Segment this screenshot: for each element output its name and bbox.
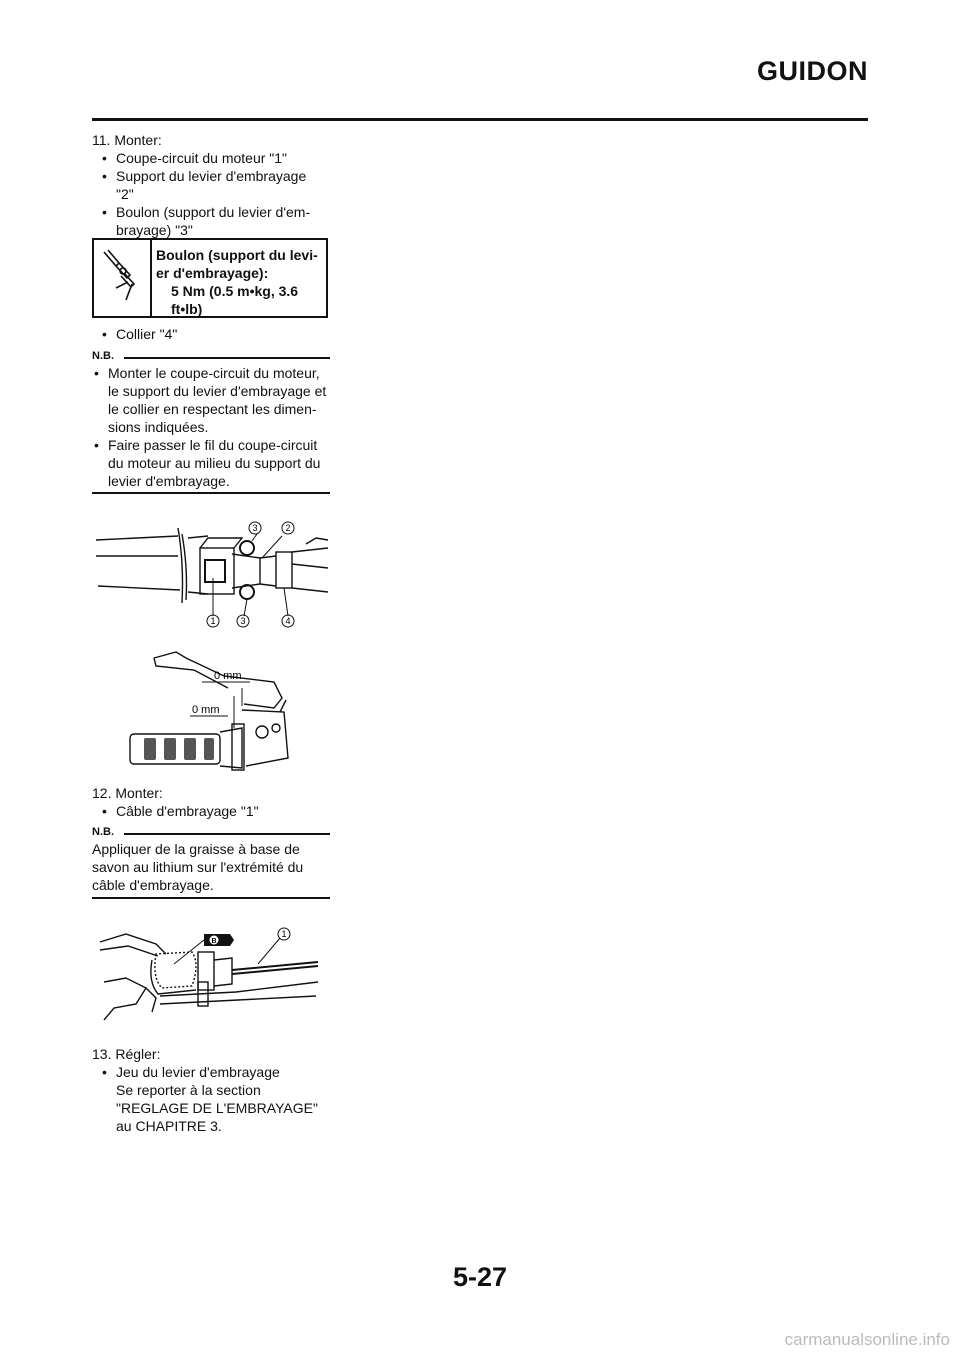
step-13-ref-3: au CHAPITRE 3. [116,1118,222,1134]
callout-cable-1: 1 [281,929,287,939]
step-12-label: 12. Monter: [92,785,163,801]
callout-1: 1 [210,616,216,626]
dimension-label-1: 0 mm [214,670,242,682]
nb-1-content [92,364,330,490]
page-title: GUIDON [757,56,868,86]
nb-label-1: N.B. [92,350,114,362]
dimension-label-2: 0 mm [192,704,220,716]
torque-line-2: er d'embrayage): [156,265,269,281]
step-11 [92,131,330,239]
callout-3-bottom: 3 [240,616,246,626]
step-11-item-1: • Coupe-circuit du moteur "1" [100,149,330,167]
step-12 [92,784,330,820]
nb-2-end-rule [92,897,330,899]
collier-item: • Collier "4" [100,325,330,343]
callout-2: 2 [285,523,291,533]
torque-line-1: Boulon (support du levi- [156,247,318,263]
step-13 [92,1045,330,1135]
step-11-item-3: • Boulon (support du levier d'em- [100,203,330,221]
torque-cell [94,240,152,316]
wrench-icon [94,240,146,316]
torque-box [92,238,328,318]
step-11-label: 11. Monter: [92,132,162,148]
step-11-item-2: • Support du levier d'embrayage [100,167,330,185]
nb-header-1 [92,349,330,363]
figure-switch-assembly [92,508,332,638]
step-11-extra [92,325,330,343]
nb-1-bullet-1: • Monter le coupe-circuit du moteur, le support du levier d'embrayage et le collier en respectant les dimen- sions indiquées. [92,364,330,436]
nb-1-end-rule [92,492,330,494]
step-12-item: • Câble d'embrayage "1" [100,802,330,820]
step-13-label: 13. Régler: [92,1046,161,1062]
callout-4: 4 [285,616,291,626]
figure-clutch-cable [96,924,320,1028]
step-13-ref-2: "REGLAGE DE L'EMBRAYAGE" [116,1100,318,1116]
step-11-item-3-cont: brayage) "3" [116,222,193,238]
nb-header-2 [92,825,330,839]
step-11-item-2-cont: "2" [116,186,134,202]
callout-3-top: 3 [252,523,258,533]
nb-2-content: Appliquer de la graisse à base de savon au lithium sur l'extrémité du câble d'embrayage. [92,841,304,893]
step-13-item: • Jeu du levier d'embrayage [100,1063,330,1081]
torque-value-1: 5 Nm (0.5 m•kg, 3.6 [171,283,299,299]
grease-tag: B [211,938,217,945]
step-13-ref-1: Se reporter à la section [116,1082,261,1098]
torque-text [156,246,326,318]
figure-lever-dimensions [124,648,304,774]
header-rule [92,118,868,121]
torque-value-2: ft•lb) [171,301,203,317]
nb-label-2: N.B. [92,826,114,838]
watermark: carmanualsonline.info [784,1330,950,1349]
page-number: 5-27 [452,1262,508,1292]
nb-1-bullet-2: • Faire passer le fil du coupe-circuit du moteur au milieu du support du levier d'embrayage. [92,436,330,490]
